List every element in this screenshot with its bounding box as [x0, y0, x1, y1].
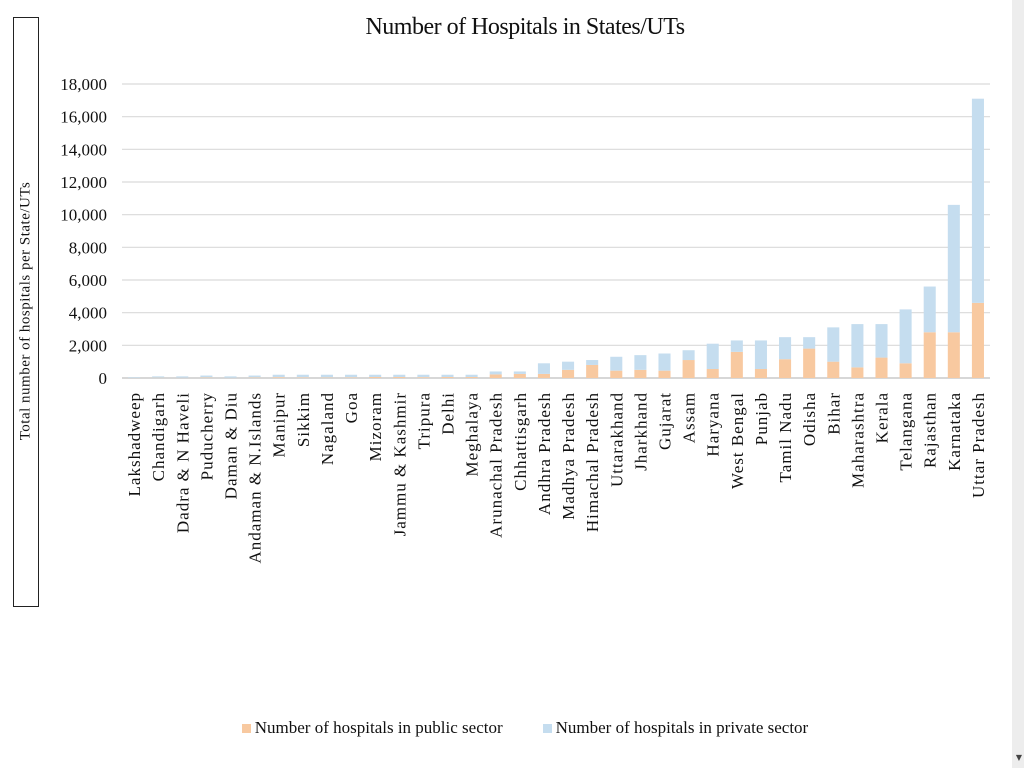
- bar-segment-private: [658, 354, 670, 371]
- bar-segment-public: [731, 352, 743, 378]
- bar-segment-public: [707, 369, 719, 378]
- bar-segment-private: [297, 375, 309, 378]
- bar-segment-public: [755, 369, 767, 378]
- x-tick-label: Rajasthan: [920, 392, 940, 469]
- x-tick-label: Meghalaya: [462, 392, 482, 477]
- x-tick-label: Nagaland: [317, 392, 337, 466]
- bar-segment-public: [466, 377, 478, 378]
- x-tick-label: Assam: [679, 392, 699, 444]
- x-tick-label: Manipur: [269, 392, 289, 458]
- x-tick-label: West Bengal: [727, 392, 747, 489]
- y-axis-label: Total number of hospitals per State/UTs: [17, 181, 34, 441]
- bar-segment-public: [610, 371, 622, 378]
- bar-segment-public: [634, 370, 646, 378]
- bar-segment-private: [755, 340, 767, 369]
- bar-segment-public: [948, 332, 960, 378]
- x-tick-label: Chhattisgarh: [510, 392, 530, 491]
- bar-segment-private: [369, 375, 381, 377]
- bar-segment-public: [972, 303, 984, 378]
- y-tick-label: 4,000: [68, 303, 107, 323]
- x-tick-label: Madhya Pradesh: [559, 392, 579, 520]
- y-tick-label: 14,000: [60, 140, 107, 160]
- bar-segment-private: [634, 355, 646, 370]
- bar-segment-public: [490, 374, 502, 378]
- bar-segment-public: [273, 377, 285, 378]
- bar-segment-public: [827, 362, 839, 378]
- x-tick-label: Haryana: [703, 392, 723, 457]
- y-tick-label: 8,000: [68, 238, 107, 258]
- bar-segment-public: [538, 374, 550, 378]
- legend-swatch-public: [242, 724, 251, 733]
- bar-segment-private: [321, 375, 333, 378]
- legend: [0, 718, 1024, 738]
- bar-segment-public: [297, 377, 309, 378]
- x-tick-label: Uttar Pradesh: [968, 392, 988, 499]
- x-tick-label: Telangana: [896, 392, 916, 471]
- legend-label-public: Number of hospitals in public sector: [254, 718, 503, 737]
- bar-segment-private: [683, 350, 695, 360]
- x-tick-label: Tripura: [414, 392, 434, 450]
- bar-segment-private: [586, 360, 598, 365]
- bar-segment-private: [249, 376, 261, 378]
- x-tick-label: Delhi: [438, 392, 458, 435]
- x-tick-label: Mizoram: [366, 392, 386, 462]
- bar-segment-private: [514, 371, 526, 373]
- legend-swatch-private: [543, 724, 552, 733]
- bar-segment-private: [200, 376, 212, 378]
- x-tick-label: Kerala: [872, 392, 892, 444]
- bar-segment-private: [707, 344, 719, 369]
- x-tick-label: Jharkhand: [631, 392, 651, 471]
- x-tick-label: Tamil Nadu: [776, 392, 796, 483]
- bar-segment-private: [176, 376, 188, 377]
- x-tick-label: Jammu & Kashmir: [390, 392, 410, 537]
- bar-segment-private: [466, 375, 478, 377]
- x-tick-label: Puducherry: [197, 392, 217, 481]
- x-tick-label: Daman & Diu: [221, 392, 241, 500]
- bar-segment-private: [610, 357, 622, 371]
- bar-segment-private: [562, 362, 574, 370]
- bar-segment-public: [514, 374, 526, 378]
- x-tick-label: Lakshadweep: [125, 392, 145, 497]
- legend-item-private: [543, 718, 809, 738]
- scroll-down-arrow-icon[interactable]: ▼: [1015, 753, 1022, 762]
- bar-segment-private: [224, 376, 236, 377]
- legend-label-private: Number of hospitals in private sector: [555, 718, 809, 737]
- x-tick-label: Gujarat: [655, 392, 675, 450]
- bar-segment-private: [827, 327, 839, 361]
- x-tick-label: Himachal Pradesh: [583, 392, 603, 533]
- bar-segment-public: [658, 371, 670, 378]
- bar-segment-public: [851, 367, 863, 378]
- x-tick-label: Punjab: [751, 392, 771, 446]
- x-tick-label: Dadra & N Haveli: [173, 392, 193, 534]
- x-tick-label: Goa: [342, 392, 362, 424]
- bar-segment-public: [900, 363, 912, 378]
- bar-segment-public: [803, 349, 815, 378]
- y-tick-label: 0: [98, 369, 107, 388]
- bar-segment-public: [683, 360, 695, 378]
- bar-segment-private: [924, 287, 936, 333]
- x-tick-label: Maharashtra: [848, 392, 868, 488]
- bar-segment-public: [924, 332, 936, 378]
- bar-segment-private: [948, 205, 960, 332]
- bar-segment-private: [779, 337, 791, 359]
- bar-segment-public: [562, 370, 574, 378]
- y-tick-label: 18,000: [60, 75, 107, 94]
- bar-segment-private: [875, 324, 887, 357]
- bar-segment-public: [875, 358, 887, 378]
- bar-segment-private: [731, 340, 743, 351]
- x-tick-label: Sikkim: [293, 392, 313, 448]
- x-tick-label: Uttarakhand: [607, 392, 627, 488]
- bar-segment-public: [779, 359, 791, 378]
- y-tick-label: 2,000: [68, 336, 107, 356]
- scrollbar[interactable]: [1012, 0, 1024, 768]
- bar-segment-private: [803, 337, 815, 348]
- x-tick-label: Andaman & N.Islands: [245, 392, 265, 564]
- bar-segment-public: [393, 377, 405, 378]
- bar-segment-private: [900, 309, 912, 363]
- bar-segment-private: [538, 363, 550, 374]
- y-tick-label: 6,000: [68, 271, 107, 290]
- bar-segment-private: [128, 377, 140, 378]
- y-tick-label: 12,000: [60, 173, 107, 192]
- bar-segment-private: [152, 376, 164, 377]
- bar-segment-private: [345, 375, 357, 378]
- y-tick-label: 10,000: [60, 205, 107, 225]
- bar-segment-public: [369, 377, 381, 378]
- x-tick-label: Chandigarh: [149, 392, 169, 482]
- bar-segment-private: [393, 375, 405, 377]
- y-tick-label: 16,000: [60, 107, 107, 127]
- x-tick-label: Odisha: [800, 392, 820, 447]
- bar-segment-private: [417, 375, 429, 377]
- bar-segment-public: [417, 377, 429, 378]
- x-tick-label: Andhra Pradesh: [534, 392, 554, 516]
- legend-item-public: [242, 718, 503, 738]
- bar-segment-public: [586, 365, 598, 378]
- bar-segment-public: [345, 377, 357, 378]
- bar-segment-private: [273, 375, 285, 377]
- bar-segment-private: [441, 375, 453, 377]
- bar-segment-private: [490, 371, 502, 374]
- x-tick-label: Arunachal Pradesh: [486, 392, 506, 538]
- x-tick-label: Bihar: [824, 392, 844, 435]
- bar-segment-private: [851, 324, 863, 367]
- bar-segment-private: [972, 99, 984, 303]
- x-tick-label: Karnataka: [944, 392, 964, 471]
- bar-segment-public: [441, 377, 453, 378]
- chart-title: Number of Hospitals in States/UTs: [365, 14, 685, 40]
